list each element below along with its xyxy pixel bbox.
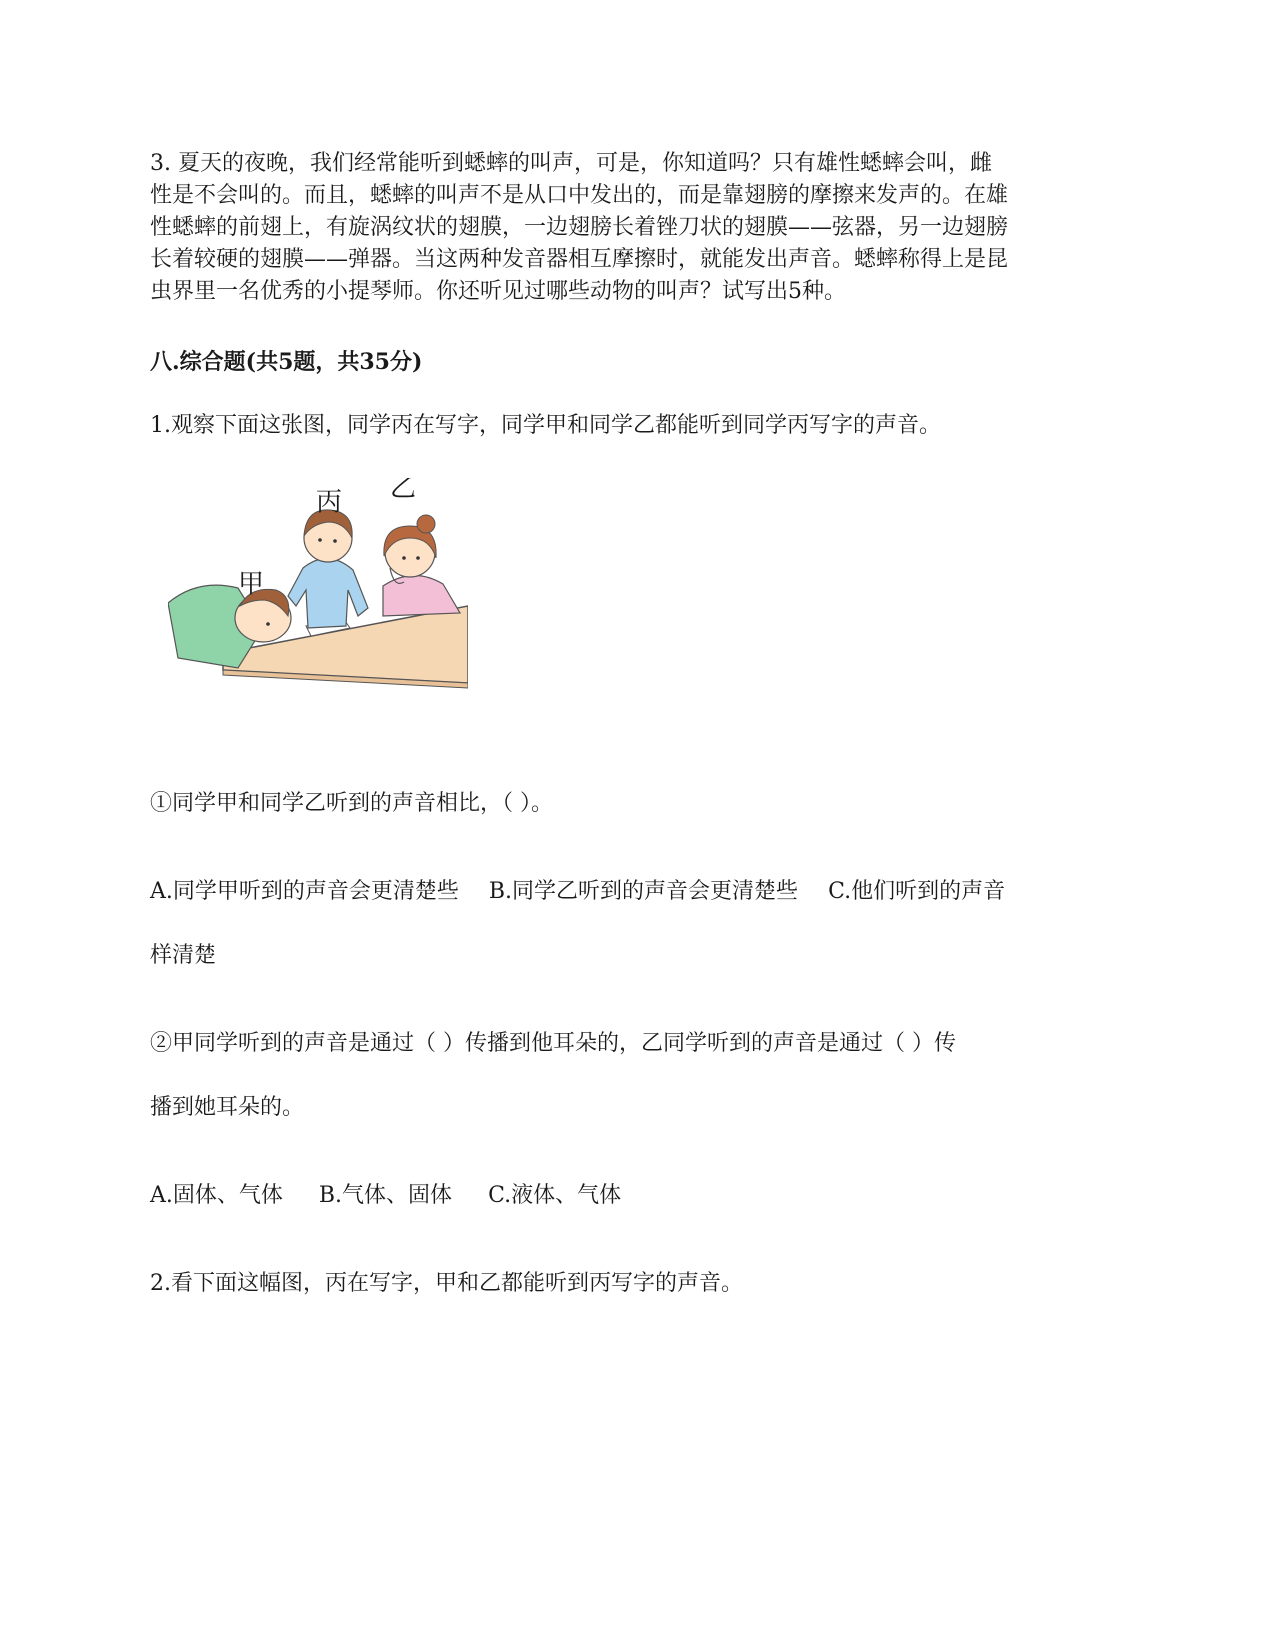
question-1-sub1: ①同学甲和同学乙听到的声音相比，（ ）。 — [150, 791, 553, 816]
question-1-stem: 1.观察下面这张图，同学丙在写字，同学甲和同学乙都能听到同学丙写字的声音。 — [150, 413, 941, 438]
section-heading: 八.综合题(共5题，共35分) — [150, 349, 423, 375]
text-line: 3. 夏天的夜晚，我们经常能听到蟋蟀的叫声，可是，你知道吗？只有雄性蟋蟀会叫，雌 — [150, 151, 992, 176]
option-b: B.同学乙听到的声音会更清楚些 — [488, 879, 799, 904]
label-bing: 丙 — [316, 487, 343, 518]
text-line: 长着较硬的翅膜——弹器。当这两种发音器相互摩擦时，就能发出声音。蟋蟀称得上是昆 — [150, 247, 1009, 272]
option-c: C.液体、气体 — [488, 1183, 622, 1208]
question-1-sub2-options — [150, 1180, 1130, 1212]
text-line: 虫界里一名优秀的小提琴师。你还听见过哪些动物的叫声？试写出5种。 — [150, 279, 846, 304]
option-b: B.气体、固体 — [318, 1183, 453, 1208]
option-a: A.同学甲听到的声音会更清楚些 — [150, 879, 459, 904]
label-yi: 乙 — [390, 478, 417, 504]
question-3-text — [150, 148, 1130, 308]
students-illustration — [168, 478, 468, 710]
option-a: A.固体、气体 — [150, 1183, 283, 1208]
question-1-sub1-options — [150, 876, 1130, 908]
text-line: 性是不会叫的。而且，蟋蟀的叫声不是从口中发出的，而是靠翅膀的摩擦来发声的。在雄 — [150, 183, 1009, 208]
text-line: 性蟋蟀的前翅上，有旋涡纹状的翅膜，一边翅膀长着锉刀状的翅膜——弦器，另一边翅膀 — [150, 215, 1009, 240]
option-c-continued: 样清楚 — [150, 943, 217, 968]
label-jia: 甲 — [238, 569, 265, 600]
option-c: C.他们听到的声音 — [828, 879, 1006, 904]
question-1-sub2-line1: ②甲同学听到的声音是通过（ ）传播到他耳朵的，乙同学听到的声音是通过（ ）传 — [150, 1031, 956, 1056]
question-2-stem: 2.看下面这幅图，丙在写字，甲和乙都能听到丙写字的声音。 — [150, 1271, 743, 1296]
question-1-sub2-line2: 播到她耳朵的。 — [150, 1095, 305, 1120]
